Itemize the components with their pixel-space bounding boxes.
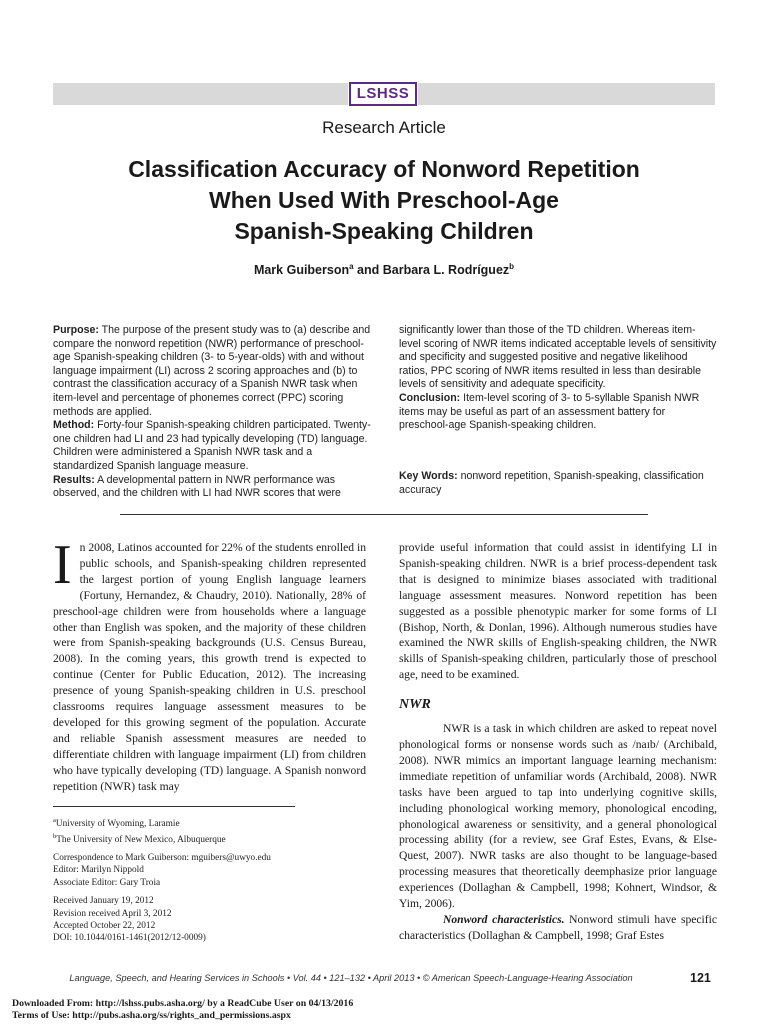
title-line-2: When Used With Preschool-Age [209, 187, 559, 213]
nwr-paragraph: NWR is a task in which children are asked to repeat novel phonological forms or nonsense words such as /naɪb/ (Archibald, 2008). NWR mimics an important language learning mechanism: immediate repetition of unfamiliar words (Archibald, 2008). NWR tasks have been argued to tap into underlying cognitive skills, including phonological working memory, phonological encoding, phonological awareness or sensitivity, and a general phonological processing ability (for a review, see Graf Estes, Evans, & Else-Quest, 2007). NWR tasks are also thought to be language-based processing measures that theoretically deemphasize prior language experiences (Dollaghan & Campbell, 1998; Kohnert, Windsor, & Yim, 2006). [399, 722, 717, 911]
intro-continuation: provide useful information that could assist in identifying LI in Spanish-speaking children. NWR is a brief process-dependent task that is designed to minimize biases associated with traditional language assessment measures. Nonword repetition has been suggested as a possible phenotypic marker for some forms of LI (Bishop, North, & Donlan, 1996). Although numerous studies have examined the NWR skills of English-speaking children, the NWR skills of Spanish-speaking children, particularly those of preschool age, need to be examined. [399, 541, 717, 682]
associate-editor: Associate Editor: Gary Troia [53, 877, 161, 888]
author-list [0, 262, 768, 277]
purpose-text: The purpose of the present study was to (a) describe and compare the nonword repetition (NWR) performance of preschool-age Spanish-speaking children (3- to 5-year-olds) with and without language impairment (LI) across 2 scoring approaches and (b) to contrast the classification accuracy of a Spanish NWR task when item-level and percentage of phonemes correct (PPC) scoring methods are applied. [53, 324, 371, 418]
downloaded-from: Downloaded From: http://lshss.pubs.asha.org/ by a ReadCube User on 04/13/2016 [12, 998, 354, 1009]
abstract-purpose [53, 324, 373, 419]
nonword-text: Nonword stimuli have specific characteristics (Dollaghan & Campbell, 1998; Graf Estes [399, 912, 717, 942]
accepted-date: Accepted October 22, 2012 [53, 921, 156, 932]
terms-of-use: Terms of Use: http://pubs.asha.org/ss/rights_and_permissions.aspx [12, 1010, 291, 1021]
affiliation-b-text: The University of New Mexico, Albuquerque [56, 834, 226, 845]
nonword-paragraph [399, 912, 717, 944]
affiliation-a-text: University of Wyoming, Laramie [55, 819, 180, 830]
keywords-label: Key Words: [399, 470, 458, 482]
abstract-conclusion [399, 392, 717, 433]
conclusion-text: Item-level scoring of 3- to 5-syllable Spanish NWR items may be useful as part of an assessment battery for preschool-age Spanish-speaking children. [399, 391, 700, 432]
affiliation-a-mark: a [53, 817, 56, 824]
author-2-affiliation: b [509, 262, 515, 271]
results-label: Results: [53, 473, 95, 486]
intro-text: n 2008, Latinos accounted for 22% of the students enrolled in public schools, and Spanish-speaking children represented the largest portion of young English language learners (Fortuny, Hernandez, & Chaudry, 2010). Nationally, 28% of preschool-age children were from households where a language other than English was spoken, and the majority of these children were from Spanish-speaking backgrounds (U.S. Census Bureau, 2008). In the coming years, this growth trend is expected to continue (Center for Public Education, 2012). The increasing presence of young Spanish-speaking children in U.S. preschool classrooms requires language assessment measures to be developed for this growing segment of the population. Accurate and reliable Spanish assessment measures are needed to differentiate children with language impairment (LI) from children who have typically developing (TD) language. A Spanish nonword repetition (NWR) task may [53, 541, 366, 793]
footer-journal-name: Language, Speech, and Hearing Services in Schools [69, 973, 285, 983]
body-right-column [399, 540, 717, 944]
keywords-text: nonword repetition, Spanish-speaking, classification accuracy [399, 470, 704, 496]
body-left-column [53, 534, 366, 795]
revision-date: Revision received April 3, 2012 [53, 908, 172, 919]
abstract-results [53, 474, 373, 501]
download-notice [12, 998, 353, 1022]
abstract-right-column [399, 324, 717, 433]
conclusion-label: Conclusion: [399, 391, 461, 404]
article-title [60, 154, 708, 247]
editor: Editor: Marilyn Nippold [53, 865, 144, 876]
correspondence: Correspondence to Mark Guiberson: mguibers@uwyo.edu [53, 853, 271, 863]
page-number: 121 [690, 971, 711, 985]
footnote-rule [53, 806, 295, 807]
section-heading-nwr: NWR [399, 697, 431, 713]
affiliation-b-mark: b [53, 832, 57, 840]
run-in-heading: Nonword characteristics. [443, 912, 565, 926]
drop-cap: I [53, 534, 72, 596]
abstract-method [53, 419, 373, 473]
intro-paragraph [53, 534, 366, 795]
affiliation-a [53, 815, 366, 831]
title-line-3: Spanish-Speaking Children [234, 218, 534, 244]
affiliation-b [53, 831, 366, 847]
method-text: Forty-four Spanish-speaking children participated. Twenty-one children had LI and 23 had typically developing (TD) language. Children were administered a Spanish NWR task and a standardized Spanish language measure. [53, 419, 371, 472]
page-footer [0, 973, 702, 983]
method-label: Method: [53, 419, 95, 432]
keywords [399, 470, 717, 497]
title-line-1: Classification Accuracy of Nonword Repetition [128, 156, 640, 182]
abstract-left-column [53, 324, 373, 501]
author-joiner: and [353, 263, 383, 278]
author-1: Mark Guiberson [253, 263, 350, 278]
footnotes [53, 815, 366, 945]
section-divider [120, 514, 648, 515]
journal-logo: LSHSS [349, 82, 417, 106]
results-text: A developmental pattern in NWR performance was observed, and the children with LI had NWR scores that were [53, 473, 341, 500]
purpose-label: Purpose: [53, 324, 99, 336]
abstract-results-cont: significantly lower than those of the TD children. Whereas item-level scoring of NWR items indicated acceptable levels of sensitivity and specificity and suggested positive and negative likelihood ratios, PPC scoring of NWR items resulted in less than desirable levels of sensitivity and adequate specificity. [399, 324, 717, 391]
doi: DOI: 10.1044/0161-1461(2012/12-0009) [53, 933, 206, 944]
author-1-affiliation: a [349, 262, 354, 271]
footer-details: • Vol. 44 • 121–132 • April 2013 • © American Speech-Language-Hearing Association [284, 973, 633, 983]
author-2: Barbara L. Rodríguez [382, 263, 510, 278]
article-type: Research Article [322, 118, 446, 137]
received-date: Received January 19, 2012 [53, 896, 154, 907]
